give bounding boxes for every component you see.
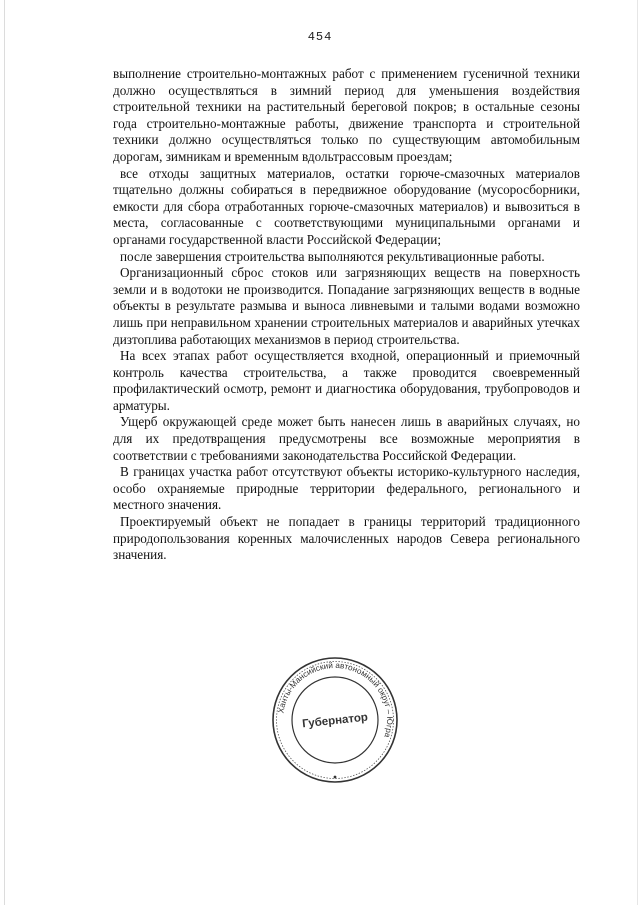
official-stamp	[270, 655, 400, 785]
stamp-ring-text: Ханты-Мансийский автономный округ – Югра	[276, 660, 395, 739]
document-body	[113, 66, 580, 564]
stamp-center-text: Губернатор	[301, 711, 369, 731]
paragraph-3: после завершения строительства выполняются рекультивационные работы.	[120, 248, 545, 264]
paragraph-7: В границах участка работ отсутствуют объекты историко-культурного наследия, особо охраняемые природные территории федерального, регионального и местного значения.	[113, 464, 580, 513]
scan-edge-right	[637, 0, 638, 905]
paragraph-6: Ущерб окружающей среде может быть нанесен лишь в аварийных случаях, но для их предотвращения предусмотрены все возможные мероприятия в соответствии с требованиями законодательства Российской Федерации.	[113, 414, 580, 463]
paragraph-2: все отходы защитных материалов, остатки горюче-смазочных материалов тщательно должны собираться в передвижное оборудование (мусоросборники, емкости для сбора отработанных горюче-смазочных материалов) и вывозиться в места, согласованные с соответствующими муниципальными органами и органами государственной власти Российской Федерации;	[113, 165, 580, 247]
scan-edge-left	[4, 0, 5, 905]
paragraph-4: Организационный сброс стоков или загрязняющих веществ на поверхность земли и в водотоки не производится. Попадание загрязняющих веществ в водные объекты в результате размыва и выноса ливневыми и талыми водами возможно лишь при неправильном хранении строительных материалов и аварийных утечках дизтоплива работающих механизмов в период строительства.	[113, 265, 580, 347]
paragraph-8: Проектируемый объект не попадает в границы территорий традиционного природопользования коренных малочисленных народов Севера регионального значения.	[113, 514, 580, 563]
stamp-dot	[334, 776, 337, 779]
stamp-graphic	[270, 655, 400, 785]
paragraph-5: На всех этапах работ осуществляется входной, операционный и приемочный контроль качества строительства, а также проводится своевременный профилактический осмотр, ремонт и диагностика оборудования, трубопроводов и арматуры.	[113, 348, 580, 413]
page-number: 454	[307, 30, 333, 44]
paragraph-1: выполнение строительно-монтажных работ с применением гусеничной техники должно осуществляться в зимний период для уменьшения воздействия строительной техники на растительный береговой покров; в остальные сезоны года строительно-монтажные работы, движение транспорта и строительной техники должно осуществляться только по существующим автомобильным дорогам, зимникам и временным вдольтрассовым проездам;	[113, 66, 580, 164]
